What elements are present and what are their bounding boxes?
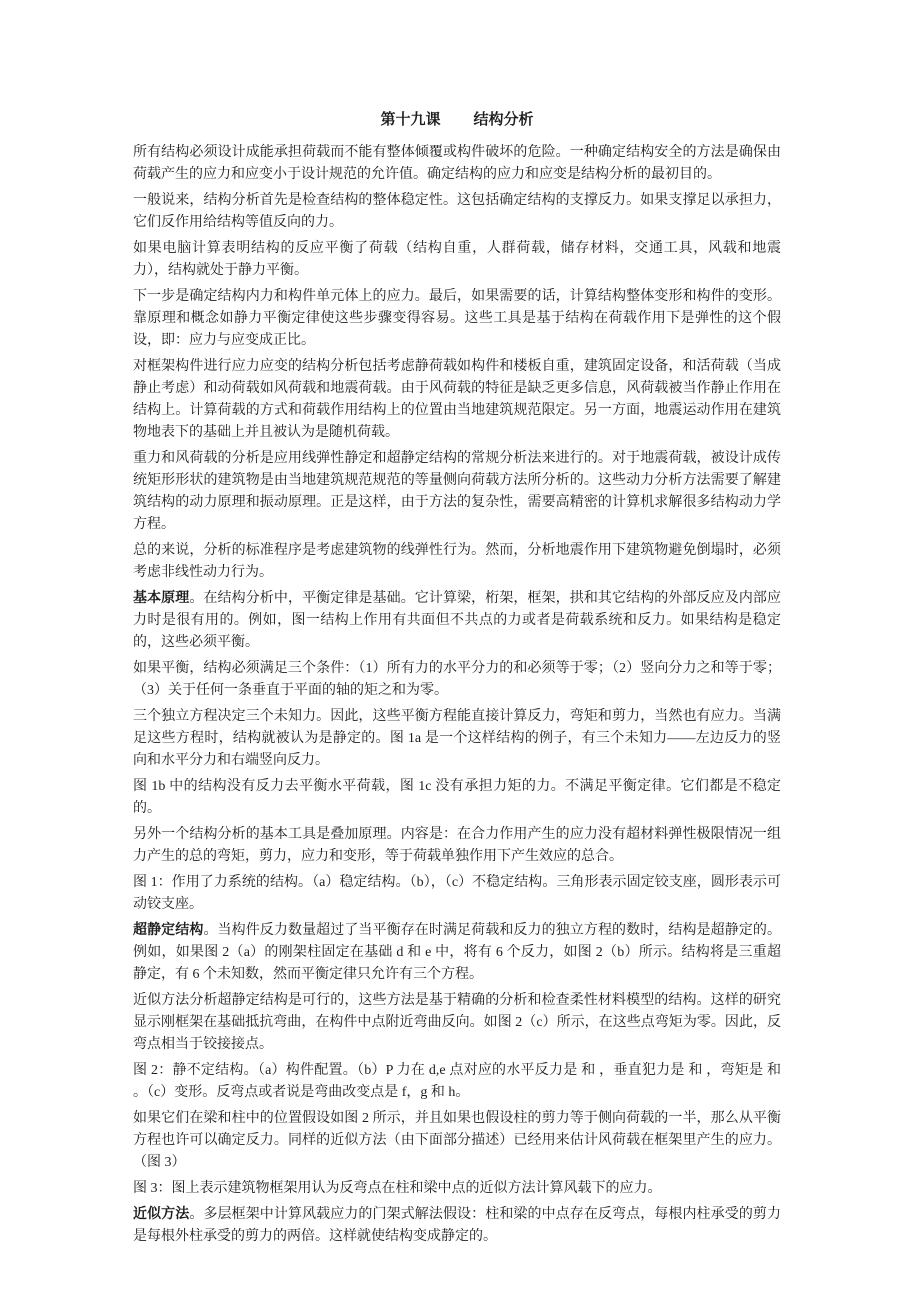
title-subject: 结构分析 bbox=[473, 112, 534, 128]
paragraph: 下一步是确定结构内力和构件单元体上的应力。最后，如果需要的话，计算结构整体变形和构件的变形。靠原理和概念如静力平衡定律使这些步骤变得容易。这些工具是基于结构在荷载作用下是弹性的这个假设，即：应力与应变成正比。 bbox=[133, 289, 781, 348]
paragraph: 图 1b 中的结构没有反力去平衡水平荷载，图 1c 没有承担力矩的力。不满足平衡定律。它们都是不稳定的。 bbox=[133, 779, 781, 816]
paragraph: 近似方法分析超静定结构是可行的，这些方法是基于精确的分析和检查柔性材料模型的结构。这样的研究显示刚框架在基础抵抗弯曲，在构件中点附近弯曲反向。如图 2（c）所示，在这些点弯矩为零。因此，反弯点相当于铰接接点。 bbox=[133, 993, 781, 1052]
paragraph: 总的来说，分析的标准程序是考虑建筑物的线弹性行为。然而，分析地震作用下建筑物避免倒塌时，必须考虑非线性动力行为。 bbox=[133, 543, 781, 580]
paragraph-heading: 超静定结构 bbox=[133, 923, 204, 938]
paragraph: 一般说来，结构分析首先是检查结构的整体稳定性。这包括确定结构的支撑反力。如果支撑足以承担力，它们反作用给结构等值反向的力。 bbox=[133, 193, 781, 230]
paragraph: 另外一个结构分析的基本工具是叠加原理。内容是：在合力作用产生的应力没有超材料弹性极限情况一组力产生的总的弯矩，剪力，应力和变形，等于荷载单独作用下产生效应的总合。 bbox=[133, 827, 781, 864]
paragraph: 对框架构件进行应力应变的结构分析包括考虑静荷载如构件和楼板自重，建筑固定设备，和活荷载（当成静止考虑）和动荷载如风荷载和地震荷载。由于风荷载的特征是缺乏更多信息，风荷载被当作静止作用在结构上。计算荷载的方式和荷载作用结构上的位置由当地建筑规范限定。另一方面，地震运动作用在建筑物地表下的基础上并且被认为是随机荷载。 bbox=[133, 359, 781, 440]
title-course: 第十九课 bbox=[380, 112, 441, 128]
paragraph: 所有结构必须设计成能承担荷载而不能有整体倾覆或构件破坏的危险。一种确定结构安全的方法是确保由荷载产生的应力和应变小于设计规范的允许值。确定结构的应力和应变是结构分析的最初目的。 bbox=[133, 145, 781, 182]
paragraph: 重力和风荷载的分析是应用线弹性静定和超静定结构的常规分析法来进行的。对于地震荷载，被设计成传统矩形形状的建筑物是由当地建筑规范规范的等量侧向荷载方法所分析的。这些动力分析方法需要了解建筑结构的动力原理和振动原理。正是这样，由于方法的复杂性，需要高精密的计算机求解很多结构动力学方程。 bbox=[133, 451, 781, 532]
page-title bbox=[133, 112, 781, 129]
paragraph-heading: 基本原理 bbox=[133, 591, 190, 606]
paragraph: 三个独立方程决定三个未知力。因此，这些平衡方程能直接计算反力，弯矩和剪力，当然也有应力。当满足这些方程时，结构就被认为是静定的。图 1a 是一个这样结构的例子，有三个未知力——左边反力的竖向和水平分力和右端竖向反力。 bbox=[133, 709, 781, 768]
figure2-caption: 图 2：静不定结构。（a）构件配置。（b）P 力在 d,e 点对应的水平反力是 和 ，垂直犯力是 和 ，弯矩是 和 。（c）变形。反弯点或者说是弯曲改变点是 f，g 和 h。 bbox=[133, 1063, 781, 1100]
document-body bbox=[133, 142, 781, 1248]
paragraph-statically-indeterminate: 超静定结构。当构件反力数量超过了当平衡存在时满足荷载和反力的独立方程的数时，结构是超静定的。例如，如果图 2（a）的刚架柱固定在基础 d 和 e 中，将有 6 个反力，如图 2（b）所示。结构将是三重超静定，有 6 个未知数，然而平衡定律只允许有三个方程。 bbox=[133, 923, 782, 982]
paragraph: 如果平衡，结构必须满足三个条件：（1）所有力的水平分力的和必须等于零；（2）竖向分力之和等于零；（3）关于任何一条垂直于平面的轴的矩之和为零。 bbox=[133, 661, 781, 698]
figure3-caption: 图 3：图上表示建筑物框架用认为反弯点在柱和梁中点的近似方法计算风载下的应力。 bbox=[133, 1181, 662, 1196]
paragraph-approximate-methods: 近似方法。多层框架中计算风载应力的门架式解法假设：柱和梁的中点存在反弯点，每根内柱承受的剪力是每根外柱承受的剪力的两倍。这样就使结构变成静定的。 bbox=[133, 1207, 782, 1244]
paragraph-heading: 近似方法 bbox=[133, 1207, 190, 1222]
paragraph: 如果它们在梁和柱中的位置假设如图 2 所示，并且如果也假设柱的剪力等于侧向荷载的一半，那么从平衡方程也许可以确定反力。同样的近似方法（由下面部分描述）已经用来估计风荷载在框架里产生的应力。（图 3） bbox=[133, 1111, 781, 1170]
paragraph: 如果电脑计算表明结构的反应平衡了荷载（结构自重，人群荷载，储存材料，交通工具，风载和地震力），结构就处于静力平衡。 bbox=[133, 241, 781, 278]
figure1-caption: 图 1：作用了力系统的结构。（a）稳定结构。（b），（c）不稳定结构。三角形表示固定铰支座，圆形表示可动铰支座。 bbox=[133, 875, 781, 912]
paragraph-basic-principles: 基本原理。在结构分析中，平衡定律是基础。它计算梁，桁架，框架，拱和其它结构的外部反应及内部应力时是很有用的。例如，图一结构上作用有共面但不共点的力或者是荷载系统和反力。如果结构是稳定的，这些必须平衡。 bbox=[133, 591, 782, 650]
